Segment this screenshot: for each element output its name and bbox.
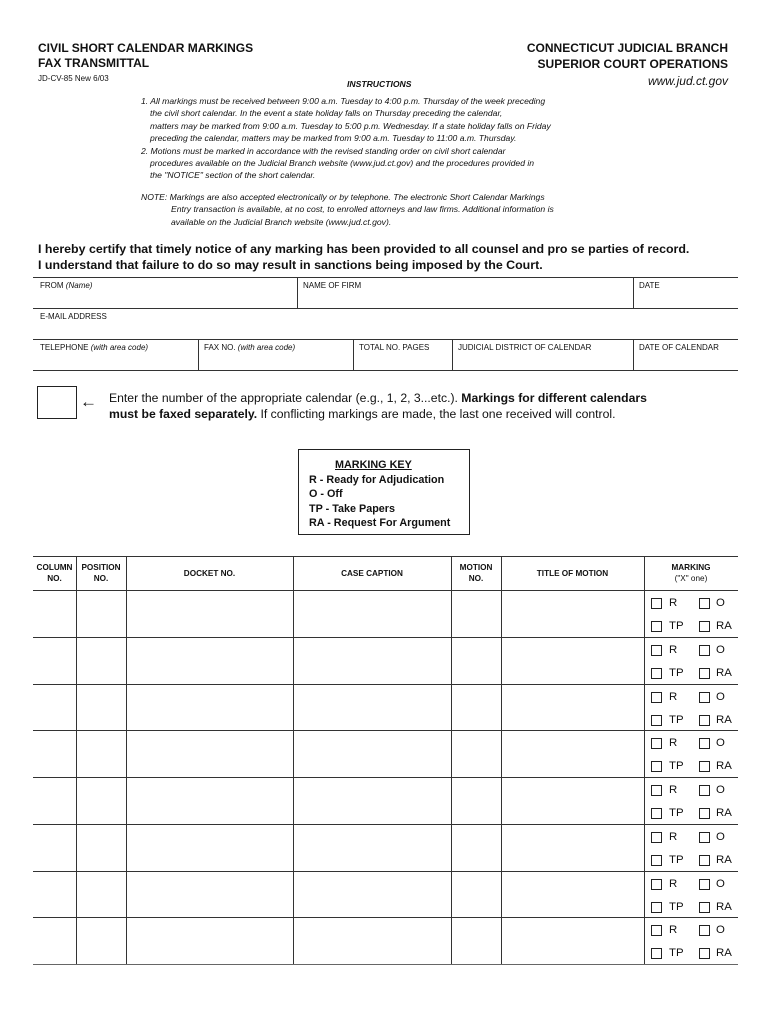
marking-checkbox-tp[interactable]	[651, 808, 662, 819]
column-divider	[126, 556, 127, 964]
marking-checkbox-o[interactable]	[699, 879, 710, 890]
column-divider	[76, 556, 77, 964]
instruction-line: 2. Motions must be marked in accordance with the revised standing order on civil short calendar	[141, 145, 506, 156]
docket-no-header: DOCKET NO.	[183, 569, 236, 578]
marking-label-o: O	[716, 597, 725, 609]
marking-checkbox-ra[interactable]	[699, 715, 710, 726]
table-row-divider	[33, 684, 738, 685]
marking-label-ra: RA	[716, 807, 732, 819]
marking-label-ra: RA	[716, 947, 732, 959]
marking-label-tp: TP	[669, 901, 684, 913]
divider	[198, 339, 199, 370]
marking-checkbox-o[interactable]	[699, 832, 710, 843]
case-caption-header: CASE CAPTION	[341, 569, 403, 578]
table-row-divider	[33, 730, 738, 731]
from-field[interactable]	[40, 281, 92, 290]
fax-hint: (with area code)	[237, 343, 296, 352]
marking-checkbox-tp[interactable]	[651, 621, 662, 632]
fax-label: FAX NO.	[204, 343, 236, 352]
marking-label-ra: RA	[716, 620, 732, 632]
instruction-line: the "NOTICE" section of the short calendar.	[150, 170, 316, 181]
marking-checkbox-ra[interactable]	[699, 668, 710, 679]
instructions-heading: INSTRUCTIONS	[347, 79, 412, 89]
form-id: JD-CV-85 New 6/03	[38, 74, 109, 83]
table-row-divider	[33, 871, 738, 872]
telephone-label: TELEPHONE	[40, 343, 89, 352]
marking-label-ra: RA	[716, 760, 732, 772]
marking-checkbox-o[interactable]	[699, 598, 710, 609]
divider	[297, 277, 298, 308]
column-divider	[293, 556, 294, 964]
marking-checkbox-r[interactable]	[651, 738, 662, 749]
table-border	[33, 556, 738, 557]
marking-label-ra: RA	[716, 901, 732, 913]
table-row-divider	[33, 824, 738, 825]
column-divider	[644, 556, 645, 964]
marking-checkbox-ra[interactable]	[699, 621, 710, 632]
marking-checkbox-o[interactable]	[699, 738, 710, 749]
calendar-date-field[interactable]: DATE OF CALENDAR	[639, 343, 719, 352]
marking-checkbox-tp[interactable]	[651, 715, 662, 726]
instructions-list	[141, 95, 641, 182]
marking-label-r: R	[669, 597, 678, 609]
table-row-divider	[33, 637, 738, 638]
arrow-left-icon: ←	[80, 392, 97, 411]
title-of-motion-header: TITLE OF MOTION	[536, 569, 609, 578]
marking-label-r: R	[669, 878, 678, 890]
instruction-line: 1. All markings must be received between 9:00 a.m. Tuesday to 4:00 p.m. Thursday of the week preceding	[141, 96, 546, 106]
table-row-divider	[33, 917, 738, 918]
marking-key-item: TP - Take Papers	[309, 502, 396, 515]
marking-checkbox-r[interactable]	[651, 598, 662, 609]
column-divider	[501, 556, 502, 964]
motion-no-header: MOTION NO.	[459, 563, 493, 583]
form-subtitle: FAX TRANSMITTAL	[38, 56, 150, 70]
divider	[353, 339, 354, 370]
marking-label-ra: RA	[716, 714, 732, 726]
table-border	[33, 590, 738, 591]
calendar-instruction-bold: must be faxed separately.	[109, 407, 258, 421]
telephone-hint: (with area code)	[90, 343, 149, 352]
marking-label-tp: TP	[669, 854, 684, 866]
marking-checkbox-o[interactable]	[699, 785, 710, 796]
marking-checkbox-ra[interactable]	[699, 761, 710, 772]
divider	[452, 339, 453, 370]
note-line: available on the Judicial Branch website (www.jud.ct.gov).	[171, 216, 392, 227]
firm-field[interactable]: NAME OF FIRM	[303, 281, 362, 290]
marking-label-o: O	[716, 691, 725, 703]
website-link[interactable]: www.jud.ct.gov	[647, 74, 728, 88]
telephone-field[interactable]	[40, 343, 148, 352]
divider	[633, 277, 634, 308]
marking-label-ra: RA	[716, 667, 732, 679]
marking-checkbox-ra[interactable]	[699, 902, 710, 913]
marking-label-r: R	[669, 737, 678, 749]
marking-checkbox-r[interactable]	[651, 879, 662, 890]
marking-checkbox-r[interactable]	[651, 785, 662, 796]
from-label: FROM	[40, 281, 64, 290]
divider	[33, 308, 738, 309]
marking-label-tp: TP	[669, 667, 684, 679]
calendar-number-input[interactable]	[37, 386, 77, 419]
marking-checkbox-o[interactable]	[699, 645, 710, 656]
marking-checkbox-tp[interactable]	[651, 855, 662, 866]
column-divider	[451, 556, 452, 964]
marking-label-r: R	[669, 831, 678, 843]
marking-header: MARKING ("X" one)	[671, 563, 711, 583]
fax-field[interactable]	[204, 343, 295, 352]
marking-label-r: R	[669, 784, 678, 796]
instruction-line: the civil short calendar. In the event a state holiday falls on Thursday preceding the calendar,	[150, 108, 503, 119]
calendar-instruction-text: If conflicting markings are made, the last one received will control.	[260, 407, 616, 421]
instruction-line: preceding the calendar, matters may be marked from 9:00 a.m. Tuesday to 11:00 a.m. Thursday.	[150, 133, 517, 144]
marking-key-item: RA - Request For Argument	[309, 517, 451, 530]
marking-checkbox-tp[interactable]	[651, 761, 662, 772]
marking-checkbox-r[interactable]	[651, 692, 662, 703]
divider	[633, 339, 634, 370]
marking-label-tp: TP	[669, 807, 684, 819]
table-row-divider	[33, 777, 738, 778]
marking-checkbox-r[interactable]	[651, 925, 662, 936]
agency-name: CONNECTICUT JUDICIAL BRANCH	[526, 41, 728, 55]
divider	[33, 370, 738, 371]
marking-checkbox-r[interactable]	[651, 832, 662, 843]
total-pages-field[interactable]: TOTAL NO. PAGES	[359, 343, 430, 352]
marking-label-r: R	[669, 644, 678, 656]
marking-label-r: R	[669, 924, 678, 936]
certification-line-1: I hereby certify that timely notice of any marking has been provided to all counsel and pro se parties of record.	[38, 242, 690, 256]
judicial-district-field[interactable]: JUDICIAL DISTRICT OF CALENDAR	[458, 343, 592, 352]
marking-checkbox-tp[interactable]	[651, 948, 662, 959]
marking-checkbox-o[interactable]	[699, 925, 710, 936]
marking-checkbox-tp[interactable]	[651, 668, 662, 679]
marking-label-tp: TP	[669, 620, 684, 632]
marking-label-o: O	[716, 644, 725, 656]
marking-key-item: R - Ready for Adjudication	[309, 473, 445, 486]
form-title: CIVIL SHORT CALENDAR MARKINGS	[38, 41, 254, 55]
marking-checkbox-ra[interactable]	[699, 855, 710, 866]
column-no-header: COLUMN NO.	[36, 563, 73, 583]
marking-checkbox-o[interactable]	[699, 692, 710, 703]
calendar-instruction-text: Enter the number of the appropriate calendar (e.g., 1, 2, 3...etc.).	[109, 391, 458, 405]
certification-line-2: I understand that failure to do so may result in sanctions being imposed by the Court.	[38, 258, 543, 272]
marking-key	[298, 449, 470, 535]
marking-label-tp: TP	[669, 714, 684, 726]
marking-checkbox-r[interactable]	[651, 645, 662, 656]
marking-checkbox-ra[interactable]	[699, 808, 710, 819]
marking-label-o: O	[716, 737, 725, 749]
date-field[interactable]: DATE	[639, 281, 660, 290]
agency-division: SUPERIOR COURT OPERATIONS	[537, 57, 728, 71]
instruction-line: matters may be marked from 9:00 a.m. Tuesday to 5:00 p.m. Wednesday. If a state holiday falls on Friday	[150, 120, 551, 131]
marking-label-ra: RA	[716, 854, 732, 866]
marking-label-tp: TP	[669, 760, 684, 772]
marking-label-o: O	[716, 878, 725, 890]
instruction-line: procedures available on the Judicial Branch website (www.jud.ct.gov) and the procedures provided in	[150, 158, 535, 169]
marking-key-title: MARKING KEY	[335, 459, 412, 471]
position-no-header: POSITION NO.	[81, 563, 121, 583]
marking-checkbox-tp[interactable]	[651, 902, 662, 913]
calendar-instruction	[109, 390, 709, 422]
from-hint: (Name)	[65, 281, 93, 290]
calendar-instruction-bold: Markings for different calendars	[461, 391, 647, 405]
note-line: NOTE: Markings are also accepted electronically or by telephone. The electronic Short Calendar Markings	[141, 192, 545, 202]
note-line: Entry transaction is available, at no cost, to enrolled attorneys and law firms. Additional information is	[171, 204, 554, 215]
table-row-divider	[33, 964, 738, 965]
instructions-note	[141, 191, 641, 228]
marking-key-item: O - Off	[309, 488, 343, 501]
marking-checkbox-ra[interactable]	[699, 948, 710, 959]
marking-label-tp: TP	[669, 947, 684, 959]
marking-label-o: O	[716, 784, 725, 796]
marking-label-o: O	[716, 831, 725, 843]
marking-label-o: O	[716, 924, 725, 936]
email-field[interactable]: E-MAIL ADDRESS	[40, 312, 107, 321]
marking-label-r: R	[669, 691, 678, 703]
